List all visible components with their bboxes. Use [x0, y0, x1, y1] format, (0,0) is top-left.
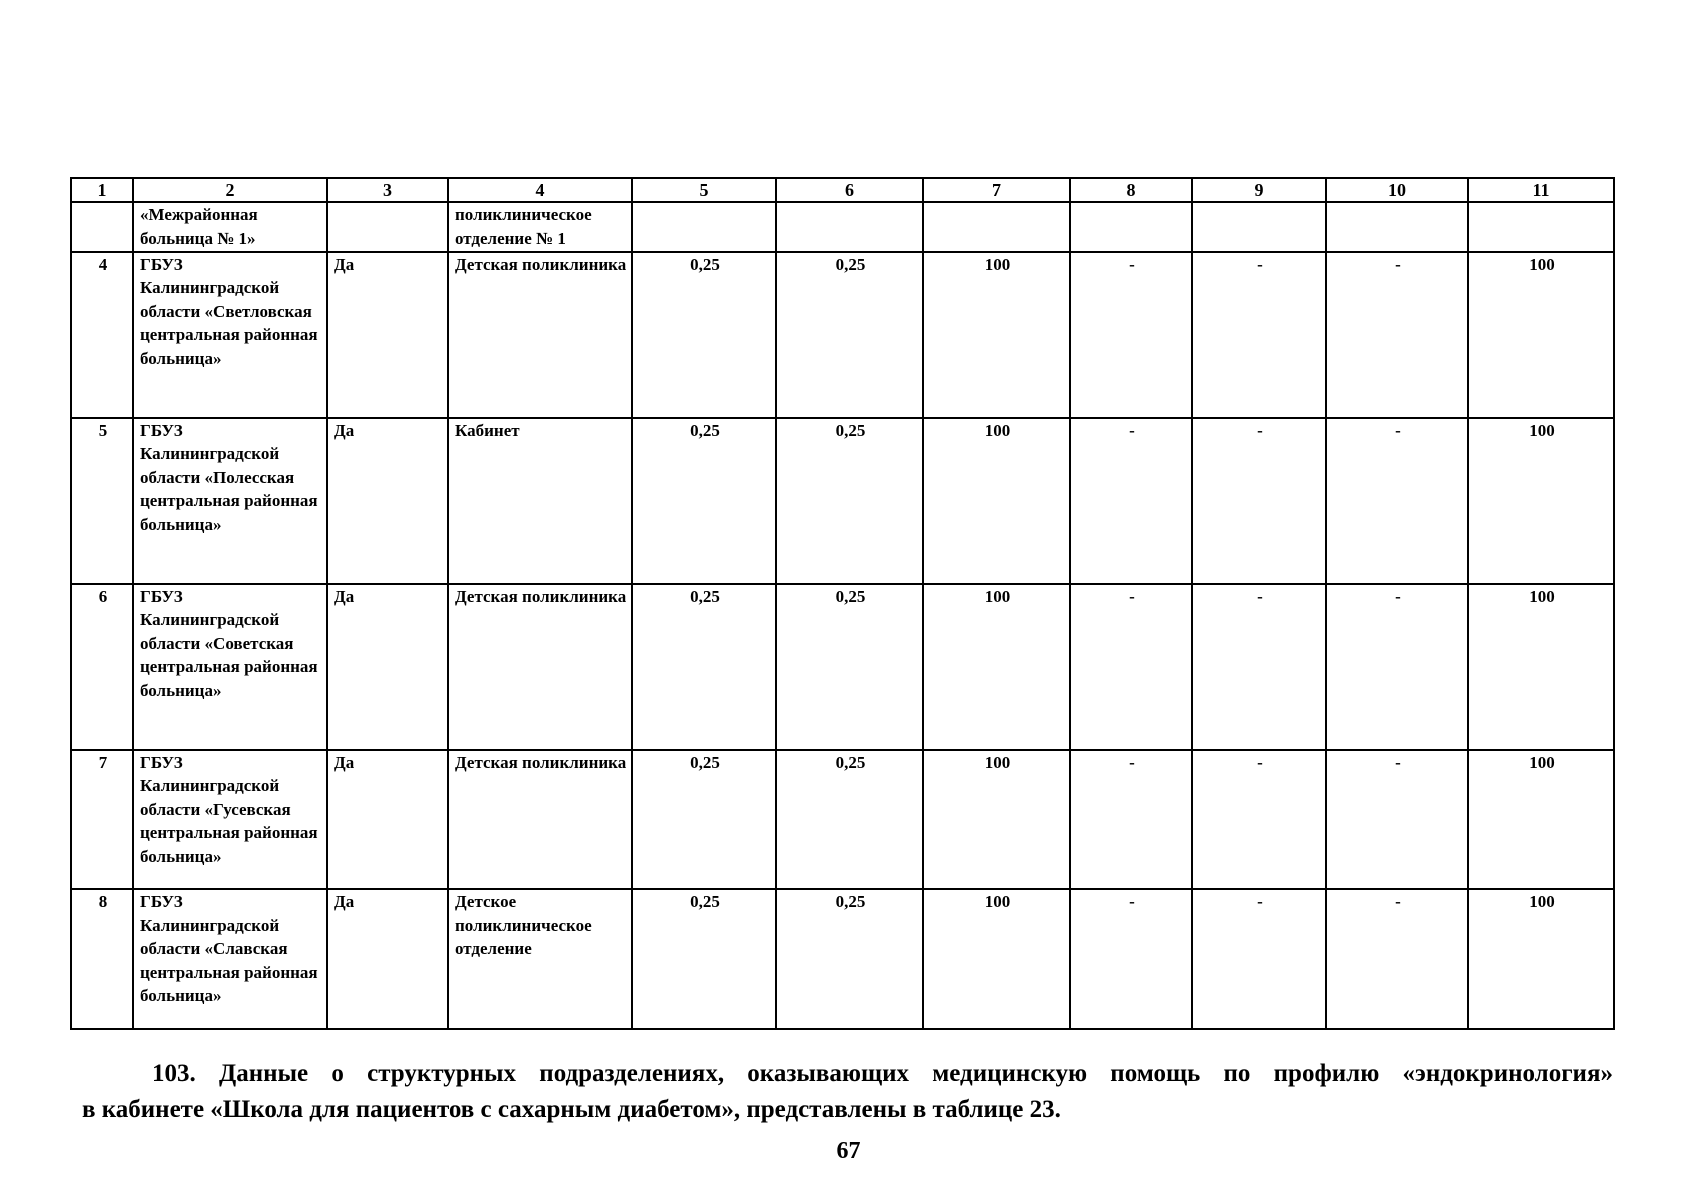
body-paragraph — [82, 1056, 1613, 1128]
unit-cell: Детская поликлиника — [448, 252, 632, 418]
organization-cell: ГБУЗ Калининградской области «Полесская центральная районная больница» — [133, 418, 327, 584]
row-number-cell: 4 — [71, 252, 133, 418]
column-number: 10 — [1326, 178, 1468, 202]
value-cell: 0,25 — [776, 889, 923, 1029]
value-cell — [1070, 202, 1192, 252]
row-number-cell — [71, 202, 133, 252]
table-row — [71, 584, 1614, 750]
value-cell: - — [1192, 252, 1326, 418]
yes-cell: Да — [327, 584, 448, 750]
page-number: 67 — [836, 1138, 861, 1164]
value-cell: 0,25 — [776, 418, 923, 584]
yes-cell: Да — [327, 418, 448, 584]
paragraph-line-2: в кабинете «Школа для пациентов с сахарным диабетом», представлены в таблице 23. — [82, 1096, 1061, 1123]
row-number-cell: 6 — [71, 584, 133, 750]
value-cell: - — [1070, 418, 1192, 584]
value-cell: 100 — [1468, 889, 1614, 1029]
organization-cell: ГБУЗ Калининградской области «Советская центральная районная больница» — [133, 584, 327, 750]
value-cell — [776, 202, 923, 252]
organization-cell: «Межрайонная больница № 1» — [133, 202, 327, 252]
value-cell: 100 — [1468, 252, 1614, 418]
value-cell: 100 — [1468, 750, 1614, 890]
table-row-continuation — [71, 202, 1614, 252]
value-cell: - — [1192, 418, 1326, 584]
value-cell — [1468, 202, 1614, 252]
organization-cell: ГБУЗ Калининградской области «Гусевская центральная районная больница» — [133, 750, 327, 890]
value-cell: 100 — [1468, 584, 1614, 750]
organization-cell: ГБУЗ Калининградской области «Светловская центральная районная больница» — [133, 252, 327, 418]
column-number: 2 — [133, 178, 327, 202]
paragraph-line-1: 103. Данные о структурных подразделениях, оказывающих медицинскую помощь по профилю «эндокринология» — [152, 1060, 1613, 1087]
value-cell: - — [1070, 750, 1192, 890]
column-number: 6 — [776, 178, 923, 202]
yes-cell: Да — [327, 252, 448, 418]
column-number: 7 — [923, 178, 1070, 202]
value-cell — [1326, 202, 1468, 252]
value-cell: - — [1326, 584, 1468, 750]
yes-cell: Да — [327, 889, 448, 1029]
column-number: 8 — [1070, 178, 1192, 202]
unit-cell: Детская поликлиника — [448, 584, 632, 750]
yes-cell — [327, 202, 448, 252]
value-cell: 100 — [923, 584, 1070, 750]
table-row — [71, 889, 1614, 1029]
value-cell: 0,25 — [776, 584, 923, 750]
column-number: 11 — [1468, 178, 1614, 202]
unit-cell: поликлиническое отделение № 1 — [448, 202, 632, 252]
row-number-cell: 8 — [71, 889, 133, 1029]
value-cell: - — [1070, 889, 1192, 1029]
value-cell: - — [1326, 889, 1468, 1029]
value-cell: - — [1192, 584, 1326, 750]
value-cell: 0,25 — [632, 750, 776, 890]
value-cell — [1192, 202, 1326, 252]
row-number-cell: 5 — [71, 418, 133, 584]
table-row — [71, 750, 1614, 890]
column-number: 1 — [71, 178, 133, 202]
column-number: 9 — [1192, 178, 1326, 202]
data-table — [70, 177, 1615, 1030]
column-number: 5 — [632, 178, 776, 202]
unit-cell: Кабинет — [448, 418, 632, 584]
value-cell — [632, 202, 776, 252]
column-number: 4 — [448, 178, 632, 202]
table-row — [71, 418, 1614, 584]
value-cell: - — [1192, 750, 1326, 890]
value-cell: 100 — [923, 750, 1070, 890]
value-cell: 100 — [923, 889, 1070, 1029]
value-cell: - — [1326, 750, 1468, 890]
value-cell: - — [1326, 252, 1468, 418]
value-cell: 0,25 — [776, 252, 923, 418]
unit-cell: Детская поликлиника — [448, 750, 632, 890]
value-cell: 100 — [1468, 418, 1614, 584]
value-cell — [923, 202, 1070, 252]
row-number-cell: 7 — [71, 750, 133, 890]
organization-cell: ГБУЗ Калининградской области «Славская центральная районная больница» — [133, 889, 327, 1029]
value-cell: - — [1070, 252, 1192, 418]
value-cell: 0,25 — [632, 418, 776, 584]
value-cell: 0,25 — [776, 750, 923, 890]
column-number: 3 — [327, 178, 448, 202]
value-cell: 0,25 — [632, 252, 776, 418]
table-row — [71, 252, 1614, 418]
yes-cell: Да — [327, 750, 448, 890]
value-cell: - — [1326, 418, 1468, 584]
value-cell: 0,25 — [632, 889, 776, 1029]
value-cell: - — [1192, 889, 1326, 1029]
value-cell: 100 — [923, 252, 1070, 418]
unit-cell: Детское поликлиническое отделение — [448, 889, 632, 1029]
value-cell: 0,25 — [632, 584, 776, 750]
value-cell: 100 — [923, 418, 1070, 584]
column-number-row — [71, 178, 1614, 202]
value-cell: - — [1070, 584, 1192, 750]
